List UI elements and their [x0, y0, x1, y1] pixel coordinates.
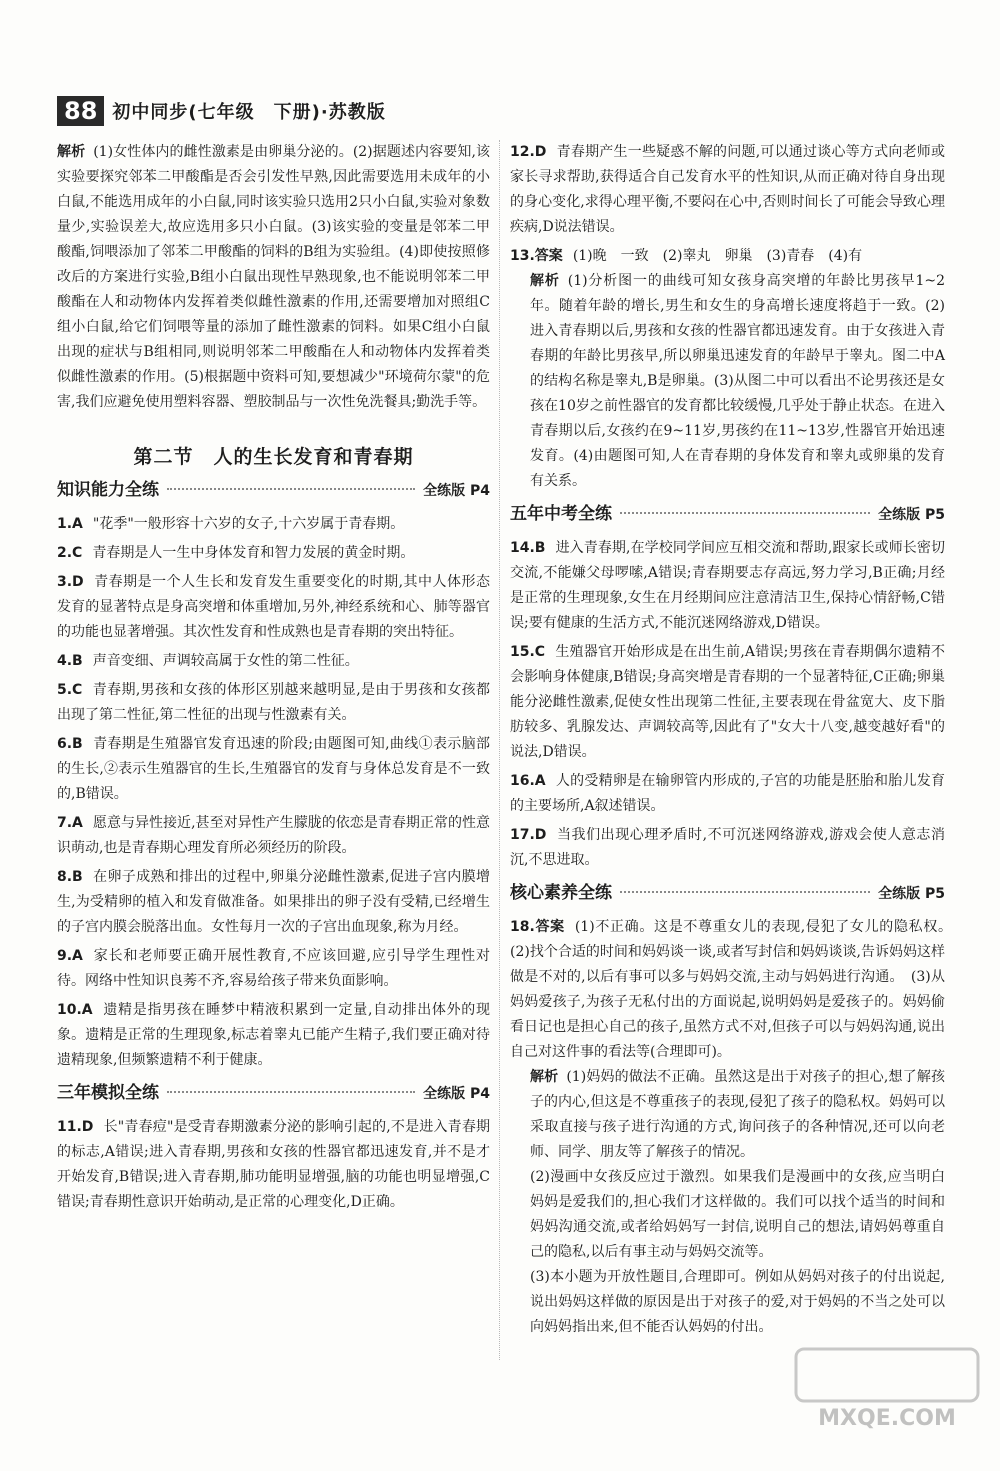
answer-text: (1)晚 一致 (2)睾丸 卵巢 (3)青春 (4)有 — [572, 248, 863, 264]
answer-text: 遗精是指男孩在睡梦中精液积累到一定量,自动排出体外的现象。遗精是正常的生理现象,标志着睾丸已能产生精子,我们要正确对待遗精现象,但频繁遗精不利于健康。 — [57, 1002, 490, 1068]
band-ref: 全练版 P5 — [878, 886, 945, 902]
q18-analysis-part: (2)漫画中女孩反应过于激烈。如果我们是漫画中的女孩,应当明白妈妈是爱我们的,担心我们才这样做的。我们可以找个适当的时间和妈妈沟通交流,或者给妈妈写一封信,说明自己的想法,请妈妈尊重自己的隐私,以后有事主动与妈妈交流等。 — [530, 1169, 945, 1260]
answer-text: 青春期产生一些疑惑不解的问题,可以通过谈心等方式向老师或家长寻求帮助,获得适合自己发育水平的性知识,从而正确对待自身出现的身心变化,求得心理平衡,不要闷在心中,否则时间长了可能会导致心理疾病,D说法错误。 — [510, 144, 945, 235]
answer-item — [57, 541, 490, 566]
analysis-tag: 解析 — [530, 273, 560, 289]
answer-item — [57, 649, 490, 674]
answer-item — [510, 823, 945, 873]
analysis-text: (1)妈妈的做法不正确。虽然这是出于对孩子的担心,想了解孩子的内心,但这是不尊重孩子的表现,侵犯了孩子的隐私权。妈妈可以采取直接与孩子进行沟通的方式,询问孩子的各种情况,还可以向老师、同学、朋友等了解孩子的情况。 — [530, 1069, 946, 1160]
answer-number: 15.C — [510, 644, 546, 660]
q13 — [510, 244, 945, 494]
band-knowledge — [57, 478, 490, 504]
answer-text: (1)不正确。这是不尊重女儿的表现,侵犯了女儿的隐私权。 (2)找个合适的时间和妈妈谈一谈,或者写封信和妈妈谈谈,告诉妈妈这样做是不对的,以后有事可以多与妈妈交流,主动与妈妈进行沟通。 (3)从妈妈爱孩子,为孩子无私付出的方面说起,说明妈妈是爱孩子的。妈妈偷看日记也是担心自己的孩子,虽然方式不对,但孩子可以与妈妈沟通,说出自己对这件事的看法等(合理即可)。 — [510, 919, 959, 1060]
watermark-frame — [796, 1349, 978, 1401]
answer-number: 3.D — [57, 574, 84, 590]
answer-number: 10.A — [57, 1002, 93, 1018]
answer-tag: 13.答案 — [510, 248, 563, 264]
answer-number: 4.B — [57, 653, 83, 669]
answer-text: 长"青春痘"是受青春期激素分泌的影响引起的,不是进入青春期的标志,A错误;进入青春期,男孩和女孩的性器官都迅速发育,并不是才开始发育,B错误;进入青春期,肺功能明显增强,脑的功能也明显增强,C错误;青春期性意识开始萌动,是正常的心理变化,D正确。 — [57, 1119, 490, 1210]
answer-number: 11.D — [57, 1119, 94, 1135]
answer-item — [57, 944, 490, 994]
answer-list — [510, 140, 945, 240]
answer-number: 9.A — [57, 948, 83, 964]
answer-item — [510, 640, 945, 765]
answer-number: 14.B — [510, 540, 546, 556]
column-divider — [499, 140, 500, 1360]
answer-number: 7.A — [57, 815, 83, 831]
answer-item — [510, 769, 945, 819]
answer-text: 生殖器官开始形成是在出生前,A错误;男孩在青春期偶尔遗精不会影响身体健康,B错误;身高突增是青春期的一个显著特征,C正确;卵巢能分泌雌性激素,促使女性出现第二性征,主要表现在骨盆宽大、皮下脂肪较多、乳腺发达、声调较高等,因此有了"女大十八变,越变越好看"的说法,D错误。 — [510, 644, 945, 760]
answer-item — [57, 998, 490, 1073]
answer-text: 家长和老师要正确开展性教育,不应该回避,应引导学生理性对待。网络中性知识良莠不齐,容易给孩子带来负面影响。 — [57, 948, 490, 989]
band-mock — [57, 1081, 490, 1107]
page-header — [57, 96, 386, 126]
left-column — [57, 140, 490, 1219]
band-exam — [510, 502, 945, 528]
band-ref: 全练版 P5 — [878, 507, 945, 523]
answer-list — [57, 512, 490, 1073]
watermark-text: MXQE.COM — [818, 1406, 956, 1431]
answer-item — [57, 865, 490, 940]
band-title: 知识能力全练 — [57, 480, 159, 500]
analysis-tag: 解析 — [57, 144, 86, 160]
band-core — [510, 881, 945, 907]
section-title: 第二节 人的生长发育和青春期 — [133, 446, 414, 468]
answer-list — [57, 1115, 490, 1215]
q18-analysis-part: (3)本小题为开放性题目,合理即可。例如从妈妈对孩子的付出说起,说出妈妈这样做的原因是出于对孩子的爱,对于妈妈的不当之处可以向妈妈指出来,但不能否认妈妈的付出。 — [530, 1269, 945, 1335]
answer-item — [57, 512, 490, 537]
page-number: 88 — [57, 96, 104, 126]
answer-item — [57, 732, 490, 807]
analysis-text: (1)女性体内的雌性激素是由卵巢分泌的。(2)据题述内容要知,该实验要探究邻苯二甲酸酯是否会引发性早熟,因此需要选用未成年的小白鼠,不能选用成年的小白鼠,同时该实验只选用2只小白鼠,实验对象数量少,实验误差大,故应选用多只小白鼠。(3)该实验的变量是邻苯二甲酸酯,饲喂添加了邻苯二甲酸酯的饲料的B组为实验组。(4)即使按照修改后的方案进行实验,B组小白鼠出现性早熟现象,也不能说明邻苯二甲酸酯在人和动物体内发挥着类似雌性激素的作用,还需要增加对照组C组小白鼠,给它们饲喂等量的添加了雌性激素的饲料。如果C组小白鼠出现的症状与B组相同,则说明邻苯二甲酸酯在人和动物体内发挥着类似雌性激素的作用。(5)根据题中资料可知,要想减少"环境荷尔蒙"的危害,我们应避免使用塑料容器、塑胶制品与一次性免洗餐具;勤洗手等。 — [57, 144, 490, 410]
answer-item — [57, 811, 490, 861]
answer-text: 愿意与异性接近,甚至对异性产生朦胧的依恋是青春期正常的性意识萌动,也是青春期心理发育所必须经历的阶段。 — [57, 815, 490, 856]
band-title: 三年模拟全练 — [57, 1083, 159, 1103]
band-dots — [620, 891, 870, 893]
answer-number: 5.C — [57, 682, 83, 698]
band-title: 五年中考全练 — [510, 504, 612, 524]
answer-number: 8.B — [57, 869, 83, 885]
book-title: 初中同步(七年级 下册)·苏教版 — [112, 102, 386, 123]
band-dots — [620, 512, 870, 514]
answer-text: 青春期是生殖器官发育迅速的阶段;由题图可知,曲线①表示脑部的生长,②表示生殖器官的生长,生殖器官的发育与身体总发育是不一致的,B错误。 — [57, 736, 490, 802]
answer-number: 2.C — [57, 545, 83, 561]
answer-text: "花季"一般形容十六岁的女子,十六岁属于青春期。 — [92, 516, 405, 532]
answer-text: 青春期,男孩和女孩的体形区别越来越明显,是由于男孩和女孩都出现了第二性征,第二性征的出现与性激素有关。 — [57, 682, 490, 723]
analysis-text: (1)分析图一的曲线可知女孩身高突增的年龄比男孩早1~2年。随着年龄的增长,男生和女生的身高增长速度将趋于一致。(2)进入青春期以后,男孩和女孩的性器官都迅速发育。由于女孩进入青春期的年龄比男孩早,所以卵巢迅速发育的年龄早于睾丸。图二中A的结构名称是睾丸,B是卵巢。(3)从图二中可以看出不论男孩还是女孩在10岁之前性器官的发育都比较缓慢,几乎处于静止状态。在进入青春期以后,女孩约在9~11岁,男孩约在11~13岁,性器官开始迅速发育。(4)由题图可知,人在青春期的身体发育和睾丸或卵巢的发育有关系。 — [530, 273, 946, 489]
answer-text: 声音变细、声调较高属于女性的第二性征。 — [92, 653, 359, 669]
answer-item — [57, 1115, 490, 1215]
q13-analysis — [510, 269, 945, 494]
answer-item — [57, 570, 490, 645]
answer-text: 青春期是一个人生长和发育发生重要变化的时期,其中人体形态发育的显著特点是身高突增和体重增加,另外,神经系统和心、肺等器官的功能也显著增强。其次性发育和性成熟也是青春期的突出特征。 — [57, 574, 490, 640]
band-ref: 全练版 P4 — [423, 1086, 490, 1102]
answer-text: 青春期是人一生中身体发育和智力发展的黄金时期。 — [92, 545, 415, 561]
band-dots — [167, 488, 415, 490]
answer-text: 当我们出现心理矛盾时,不可沉迷网络游戏,游戏会使人意志消沉,不思进取。 — [510, 827, 945, 868]
answer-item — [57, 678, 490, 728]
answer-list — [510, 536, 945, 873]
answer-tag: 18.答案 — [510, 919, 565, 935]
band-title: 核心素养全练 — [510, 883, 612, 903]
answer-item — [510, 140, 945, 240]
answer-number: 16.A — [510, 773, 546, 789]
right-column — [510, 140, 959, 1344]
band-dots — [167, 1091, 415, 1093]
analysis-tag: 解析 — [530, 1069, 559, 1085]
answer-number: 12.D — [510, 144, 547, 160]
answer-text: 进入青春期,在学校同学间应互相交流和帮助,跟家长或师长密切交流,不能嫌父母啰嗦,A错误;青春期要志存高远,努力学习,B正确;月经是正常的生理现象,女生在月经期间应注意清洁卫生,保持心情舒畅,C错误;要有健康的生活方式,不能沉迷网络游戏,D错误。 — [510, 540, 945, 631]
watermark-logo — [792, 1345, 982, 1435]
answer-number: 17.D — [510, 827, 547, 843]
answer-text: 人的受精卵是在输卵管内形成的,子宫的功能是胚胎和胎儿发育的主要场所,A叙述错误。 — [510, 773, 945, 814]
q10-analysis — [57, 140, 490, 415]
answer-item — [510, 536, 945, 636]
q18 — [510, 915, 959, 1340]
band-ref: 全练版 P4 — [423, 483, 490, 499]
answer-number: 6.B — [57, 736, 83, 752]
q18-analysis — [510, 1065, 945, 1165]
answer-text: 在卵子成熟和排出的过程中,卵巢分泌雌性激素,促进子宫内膜增生,为受精卵的植入和发育做准备。如果排出的卵子没有受精,已经增生的子宫内膜会脱落出血。女性每月一次的子宫出血现象,称为月经。 — [57, 869, 490, 935]
answer-number: 1.A — [57, 516, 83, 532]
